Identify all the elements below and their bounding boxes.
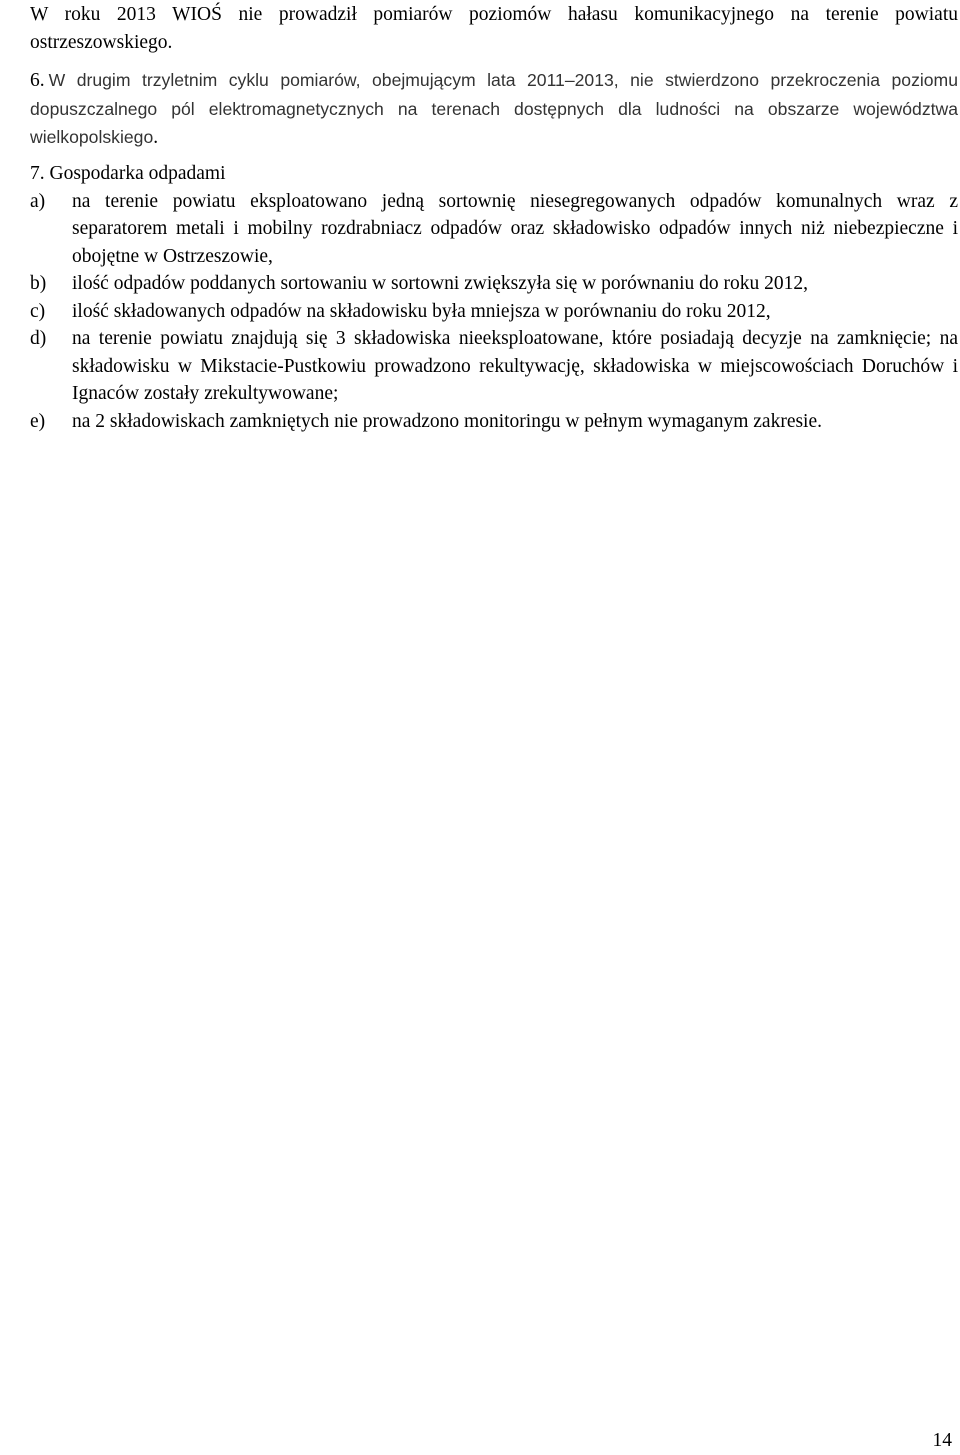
page-number: 14 bbox=[932, 1430, 952, 1451]
list-item-text: na terenie powiatu eksploatowano jedną sortownię niesegregowanych odpadów komunalnych wraz z separatorem metali i mobilny rozdrabniacz odpadów oraz składowisko odpadów innych niż niebezpieczne i obojętne w Ostrzeszowie, bbox=[72, 190, 958, 267]
list-item bbox=[30, 298, 958, 326]
section-6-paragraph bbox=[30, 66, 958, 152]
list-item bbox=[30, 270, 958, 298]
list-item-label: e) bbox=[30, 410, 46, 432]
section-6-number: 6. bbox=[30, 70, 45, 91]
list-item bbox=[30, 325, 958, 408]
list-item-label: d) bbox=[30, 328, 47, 349]
list-item-text: na terenie powiatu znajdują się 3 składowiska nieeksploatowane, które posiadają decyzje na zamknięcie; na składowisku w Mikstacie-Pustkowiu prowadzono rekultywację, składowiska w miejscowościach Doruchów i Ignaców zostały zrekultywowane; bbox=[72, 328, 958, 404]
section-7-title: Gospodarka odpadami bbox=[49, 163, 226, 184]
list-item-text: ilość składowanych odpadów na składowisku była mniejsza w porównaniu do roku 2012, bbox=[72, 300, 771, 322]
list-item bbox=[30, 408, 958, 436]
section-7-number: 7. bbox=[30, 163, 45, 184]
section-6 bbox=[30, 66, 958, 152]
section-7-heading bbox=[30, 160, 958, 188]
section-7-list bbox=[30, 188, 958, 436]
intro-paragraph-text: W roku 2013 WIOŚ nie prowadził pomiarów poziomów hałasu komunikacyjnego na terenie powiatu ostrzeszowskiego. bbox=[30, 4, 958, 53]
section-6-period: . bbox=[153, 127, 159, 148]
section-7 bbox=[30, 160, 958, 435]
section-6-text: W drugim trzyletnim cyklu pomiarów, obejmującym lata 2011–2013, nie stwierdzono przekroczenia poziomu dopuszczalnego pól elektromagnetycznych na terenach dostępnych dla ludności na obszarze województwa wielkopolskiego bbox=[30, 70, 958, 147]
list-item bbox=[30, 188, 958, 271]
intro-paragraph bbox=[30, 1, 958, 56]
list-item-label: b) bbox=[30, 273, 47, 294]
list-item-text: na 2 składowiskach zamkniętych nie prowadzono monitoringu w pełnym wymaganym zakresie. bbox=[72, 410, 823, 432]
list-item-text: ilość odpadów poddanych sortowaniu w sortowni zwiększyła się w porównaniu do roku 2012, bbox=[72, 273, 809, 294]
list-item-label: a) bbox=[30, 190, 46, 212]
list-item-label: c) bbox=[30, 300, 46, 322]
